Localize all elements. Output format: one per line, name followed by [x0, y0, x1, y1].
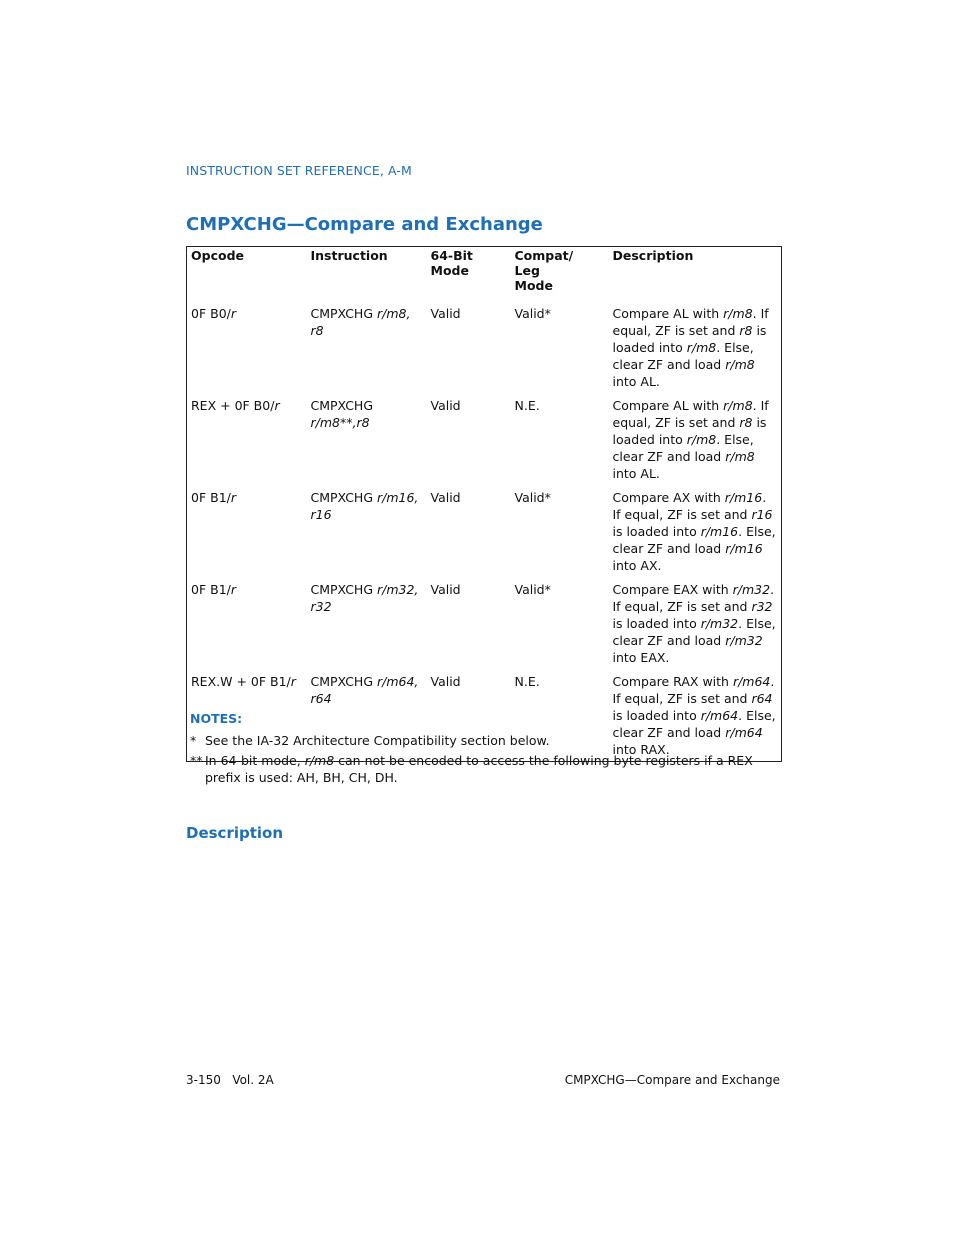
table-row [187, 397, 782, 489]
cell-opcode [187, 581, 307, 673]
cell-description-run: into AL. [612, 466, 660, 481]
cell-opcode [187, 397, 307, 489]
cell-description-run: Compare AX with [612, 490, 725, 505]
cell-opcode-italic-run: r [274, 398, 280, 413]
cell-description-run: . Else, clear ZF and load [612, 432, 754, 464]
cell-description-italic-run: r/m32 [700, 616, 739, 631]
col-header-compat-mode-text: Compat/ Leg Mode [514, 248, 574, 293]
col-header-64bit-mode [427, 247, 511, 306]
cell-description-italic-run: r/m8 [723, 398, 753, 413]
cell-opcode-run: 0F B1/ [191, 582, 231, 597]
cell-opcode-italic-run: r [290, 674, 296, 689]
cell-compat-mode: N.E. [514, 398, 540, 413]
cell-instruction-italic-run: r/m8, r8 [310, 306, 411, 338]
cell-description-italic-run: r/m16 [725, 541, 763, 556]
cell-opcode-run: REX + 0F B0/ [191, 398, 275, 413]
cell-opcode-run: REX.W + 0F B1/ [191, 674, 291, 689]
cell-description-run: . If equal, ZF is set and [612, 490, 767, 522]
cell-description-italic-run: r/m64 [700, 708, 739, 723]
cell-description-run: . If equal, ZF is set and [612, 674, 775, 706]
cell-description-italic-run: r8 [739, 323, 753, 338]
note-item [190, 752, 780, 786]
cell-description-run: is loaded into [612, 616, 701, 631]
cell-description-run: . Else, clear ZF and load [612, 708, 776, 740]
cell-description [609, 397, 782, 489]
cell-instruction-run: CMPXCHG [310, 306, 377, 321]
cell-compat-mode: Valid* [514, 582, 551, 597]
cell-description [609, 489, 782, 581]
col-header-description: Description [612, 248, 694, 263]
note-text-run: See the IA-32 Architecture Compatibility section below. [205, 733, 550, 748]
cell-description-run: into RAX. [612, 742, 670, 757]
cell-64bit-mode: Valid [430, 674, 461, 689]
cell-description-run: Compare AL with [612, 398, 724, 413]
note-text [205, 752, 780, 786]
running-header: INSTRUCTION SET REFERENCE, A-M [186, 163, 412, 178]
cell-description-run: . Else, clear ZF and load [612, 524, 776, 556]
cell-64bit-mode: Valid [430, 398, 461, 413]
cell-description-run: . If equal, ZF is set and [612, 582, 775, 614]
cell-opcode [187, 489, 307, 581]
cell-description-run: is loaded into [612, 708, 701, 723]
cell-opcode-run: 0F B1/ [191, 490, 231, 505]
cell-opcode [187, 305, 307, 397]
note-text-run: In 64-bit mode, [205, 753, 305, 768]
cell-opcode-run: 0F B0/ [191, 306, 231, 321]
table-row [187, 489, 782, 581]
cell-description-run: is loaded into [612, 323, 767, 355]
page-title: CMPXCHG—Compare and Exchange [186, 214, 543, 235]
cell-description-italic-run: r8 [739, 415, 753, 430]
cell-64bit-mode: Valid [430, 582, 461, 597]
opcode-table [186, 246, 782, 762]
cell-64bit-mode: Valid [430, 306, 461, 321]
cell-opcode-italic-run: r [230, 582, 236, 597]
footer-title: CMPXCHG—Compare and Exchange [564, 1073, 780, 1087]
table-row [187, 305, 782, 397]
cell-description-italic-run: r/m8 [725, 449, 755, 464]
cell-compat-mode: Valid* [514, 490, 551, 505]
cell-compat-mode: Valid* [514, 306, 551, 321]
cell-opcode-italic-run: r [230, 490, 236, 505]
cell-description-italic-run: r/m8 [723, 306, 753, 321]
cell-instruction-run: CMPXCHG [310, 398, 374, 413]
cell-64bit-mode: Valid [430, 490, 461, 505]
note-item [190, 732, 780, 749]
cell-description-run: . Else, clear ZF and load [612, 340, 754, 372]
cell-opcode-italic-run: r [230, 306, 236, 321]
cell-instruction-italic-run: r/m64, r64 [310, 674, 419, 706]
col-header-64bit-mode-text: 64-Bit Mode [430, 248, 473, 278]
note-marker: * [190, 733, 197, 748]
cell-instruction-italic-run: r/m16, r16 [310, 490, 419, 522]
cell-description-italic-run: r32 [751, 599, 773, 614]
cell-description-italic-run: r/m64 [725, 725, 763, 740]
cell-description-run: into AX. [612, 558, 662, 573]
notes-list [190, 732, 780, 789]
cell-description-italic-run: r/m32 [732, 582, 771, 597]
col-header-compat-mode [511, 247, 609, 306]
table-header-row [187, 247, 782, 306]
cell-description-italic-run: r/m8 [725, 357, 755, 372]
cell-description-italic-run: r16 [751, 507, 773, 522]
cell-instruction-run: CMPXCHG [310, 674, 377, 689]
cell-instruction-italic-run: r/m32, r32 [310, 582, 419, 614]
cell-description-run: Compare AL with [612, 306, 724, 321]
note-text-run: can not be encoded to access the following byte registers if a REX prefix is used: AH, BH, CH, DH. [205, 753, 753, 785]
cell-description-run: . If equal, ZF is set and [612, 398, 769, 430]
cell-description-italic-run: r64 [751, 691, 773, 706]
table-row [187, 581, 782, 673]
cell-instruction-italic-run: r/m8**,r8 [310, 415, 370, 430]
cell-description-run: is loaded into [612, 524, 701, 539]
notes-heading: NOTES: [190, 711, 243, 726]
cell-instruction [307, 581, 427, 673]
footer-page-number: 3-150 Vol. 2A [186, 1073, 274, 1087]
cell-instruction-run: CMPXCHG [310, 490, 377, 505]
cell-instruction [307, 397, 427, 489]
cell-description-italic-run: r/m32 [725, 633, 763, 648]
cell-instruction-run: CMPXCHG [310, 582, 377, 597]
cell-instruction [307, 305, 427, 397]
cell-description-italic-run: r/m8 [686, 432, 717, 447]
cell-description-italic-run: r/m16 [700, 524, 739, 539]
cell-description-run: . Else, clear ZF and load [612, 616, 776, 648]
note-text [205, 732, 550, 749]
cell-compat-mode: N.E. [514, 674, 540, 689]
cell-description-run: . If equal, ZF is set and [612, 306, 769, 338]
note-text-italic-run: r/m8 [304, 753, 335, 768]
table-body [187, 305, 782, 762]
cell-description-run: into AL. [612, 374, 660, 389]
cell-description-run: into EAX. [612, 650, 670, 665]
col-header-instruction: Instruction [310, 248, 388, 263]
col-header-opcode: Opcode [191, 248, 244, 263]
section-heading-description: Description [186, 824, 284, 842]
cell-description-italic-run: r/m64 [732, 674, 771, 689]
note-marker: ** [190, 753, 203, 768]
cell-instruction [307, 489, 427, 581]
cell-description-run: Compare EAX with [612, 582, 733, 597]
cell-description-italic-run: r/m16 [724, 490, 763, 505]
cell-description [609, 305, 782, 397]
cell-description [609, 581, 782, 673]
cell-description-run: is loaded into [612, 415, 767, 447]
cell-description-run: Compare RAX with [612, 674, 733, 689]
cell-description-italic-run: r/m8 [686, 340, 717, 355]
